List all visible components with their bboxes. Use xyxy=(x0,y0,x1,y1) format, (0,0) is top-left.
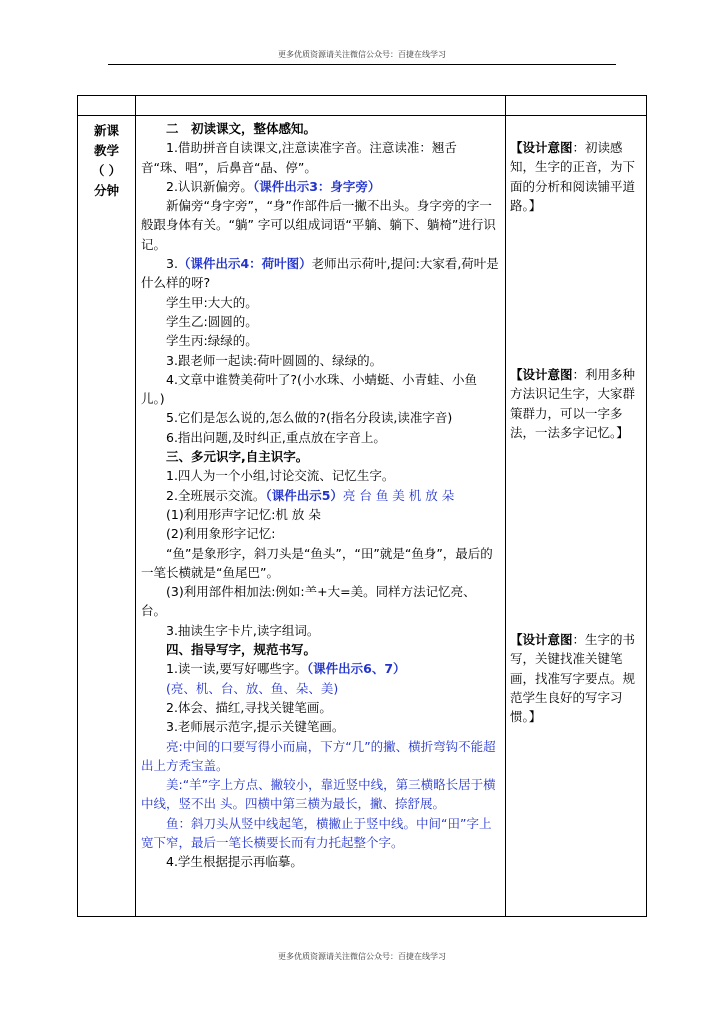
paragraph: (1)利用形声字记忆:机 放 朵 xyxy=(166,506,321,522)
paragraph xyxy=(141,254,500,293)
paragraph: 2.体会、描红,寻找关键笔画。 xyxy=(166,699,332,715)
table-row xyxy=(78,116,647,917)
text: 2.认识新偏旁。 xyxy=(166,178,253,194)
table-header-row xyxy=(78,96,647,116)
note-tag: 【设计意图 xyxy=(510,632,573,647)
page-footer: 更多优质资源请关注微信公众号：百捷在线学习 xyxy=(278,952,446,961)
notes-cell xyxy=(506,116,647,917)
paragraph: (2)利用象形字记忆: xyxy=(166,526,276,542)
page-header: 更多优质资源请关注微信公众号：百捷在线学习 xyxy=(278,50,446,59)
paragraph: (3)利用部件相加法:例如:⺷+大=美。同样方法记忆亮、台。 xyxy=(141,584,476,619)
paragraph xyxy=(141,177,500,196)
paragraph: 亮:中间的口要写得小而扁，下方“几”的撇、横折弯钩不能超出上方秃宝盖。 xyxy=(141,738,496,773)
note-text: ：初读感知，生字的正音，为下面的分析和阅读铺平道路。】 xyxy=(510,140,636,213)
section-heading: 四、指导写字，规范书写。 xyxy=(166,642,317,658)
paragraph: 4.学生根据提示再临摹。 xyxy=(166,854,303,870)
design-note xyxy=(510,138,643,215)
note-tag: 【设计意图 xyxy=(510,367,573,382)
paragraph: 3.抽读生字卡片,读字组词。 xyxy=(166,622,320,638)
courseware-label: （课件出示4：荷叶图） xyxy=(177,256,312,272)
paragraph xyxy=(141,486,500,505)
paragraph: 学生乙:圆圆的。 xyxy=(166,313,258,329)
text: 老师出示荷叶,提问:大家看,荷叶是什么样的呀? xyxy=(141,256,499,291)
content-cell xyxy=(136,116,506,917)
character-list: 亮 台 鱼 美 机 放 朵 xyxy=(342,487,455,503)
design-note xyxy=(510,365,643,442)
paragraph: 鱼：斜刀头从竖中线起笔，横撇止于竖中线。中间“田”字上宽下窄，最后一笔长横要长而有力托起整个字。 xyxy=(141,815,492,850)
lesson-plan-table xyxy=(77,95,647,917)
text: 3. xyxy=(166,256,178,272)
empty-cell xyxy=(136,96,506,116)
stage-label-4: 分钟 xyxy=(93,183,119,198)
stage-label-1: 新课 xyxy=(93,123,119,138)
stage-label-3: （ ） xyxy=(91,163,122,178)
stage-cell xyxy=(78,116,136,917)
note-text: ：利用多种方法识记生字，大家群策群力，可以一字多法，一法多字记忆。】 xyxy=(510,367,636,440)
note-text: ：生字的书写，关键找准关键笔画，找准写字要点。规范学生良好的写字习惯。】 xyxy=(510,632,636,725)
note-tag: 【设计意图 xyxy=(510,140,573,155)
paragraph: “鱼”是象形字，斜刀头是“鱼头”，“田”就是“鱼身”，最后的一笔长横就是“鱼尾巴”。 xyxy=(141,545,493,580)
paragraph: 学生丙:绿绿的。 xyxy=(166,333,258,349)
section-heading: 三、多元识字,自主识字。 xyxy=(166,449,309,465)
paragraph: 4.文章中谁赞美荷叶了?(小水珠、小蜻蜓、小青蛙、小鱼儿。) xyxy=(141,371,477,407)
paragraph: 美:“羊”字上方点、撇较小，靠近竖中线，第三横略长居于横中线，竖不出 头。四横中第三横为最长，撇、捺舒展。 xyxy=(141,777,496,812)
text: 1.读一读,要写好哪些字。 xyxy=(166,661,307,677)
empty-cell xyxy=(506,96,647,116)
stage-label-2: 教学 xyxy=(93,143,119,158)
paragraph: 5.它们是怎么说的,怎么做的?(指名分段读,读准字音) xyxy=(166,410,453,426)
paragraph: (亮、机、台、放、鱼、朵、美) xyxy=(166,680,339,696)
courseware-label: （课件出示3：身字旁） xyxy=(252,178,381,194)
paragraph: 6.指出问题,及时纠正,重点放在字音上。 xyxy=(166,429,386,445)
paragraph xyxy=(141,659,500,678)
text: 2.全班展示交流。 xyxy=(166,487,266,503)
paragraph: 3.跟老师一起读:荷叶圆圆的、绿绿的。 xyxy=(166,352,383,368)
paragraph: 3.老师展示范字,提示关键笔画。 xyxy=(166,719,345,735)
header-rule xyxy=(108,64,616,65)
paragraph: 学生甲:大大的。 xyxy=(166,294,258,310)
paragraph: 新偏旁“身字旁”，“身”作部件后一撇不出头。身字旁的字一般跟身体有关。“躺” 字可以组成词语“平躺、躺下、躺椅”进行识记。 xyxy=(141,198,496,252)
section-heading: 二 初读课文，整体感知。 xyxy=(166,121,317,136)
paragraph: 1.四人为一个小组,讨论交流、记忆生字。 xyxy=(166,468,395,484)
empty-cell xyxy=(78,96,136,116)
design-note xyxy=(510,630,643,726)
paragraph: 1.借助拼音自读课文,注意读准字音。注意读准：翘舌音“珠、唱”，后鼻音“晶、停”。 xyxy=(141,140,457,175)
courseware-label: （课件出示5） xyxy=(265,487,343,503)
courseware-label: （课件出示6、7） xyxy=(306,661,406,677)
